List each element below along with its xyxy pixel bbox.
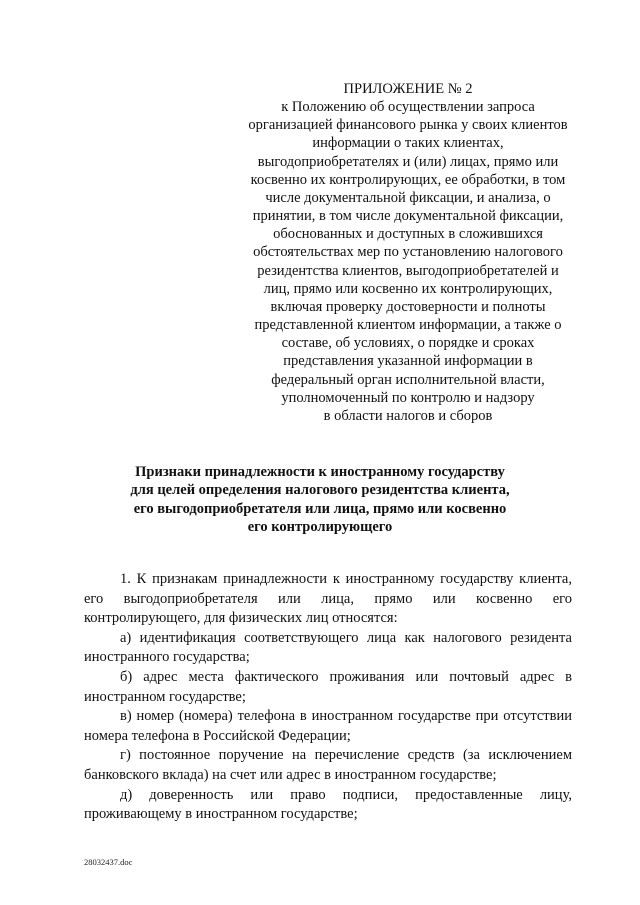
appendix-line: представления указанной информации в xyxy=(283,353,533,370)
paragraph-1: 1. К признакам принадлежности к иностранному государству клиента, его выгодоприобретателя или лица, прямо или косвенно его контролирующего, для физических лиц относятся: xyxy=(84,571,572,627)
title-line: его контролирующего xyxy=(247,518,393,535)
document-title xyxy=(90,463,550,536)
document-body xyxy=(84,570,572,825)
paragraph-g: г) постоянное поручение на перечисление средств (за исключением банковского вклада) на счет или адрес в иностранном государстве; xyxy=(84,747,572,783)
appendix-line: числе документальной фиксации, и анализа, о xyxy=(265,189,551,206)
appendix-line: в области налогов и сборов xyxy=(323,407,493,424)
title-line: Признаки принадлежности к иностранному государству xyxy=(135,464,505,480)
appendix-line: выгодоприобретателях и (или) лицах, прямо или xyxy=(257,153,559,170)
appendix-line: обстоятельствах мер по установлению налогового xyxy=(253,244,563,261)
appendix-header xyxy=(228,80,588,425)
appendix-line: принятии, в том числе документальной фиксации, xyxy=(252,208,564,225)
paragraph-v: в) номер (номера) телефона в иностранном государстве при отсутствии номера телефона в Российской Федерации; xyxy=(84,708,572,744)
paragraph-d: д) доверенность или право подписи, предоставленные лицу, проживающему в иностранном государстве; xyxy=(84,786,572,823)
appendix-line: представленной клиентом информации, а также о xyxy=(254,317,562,334)
appendix-line: включая проверку достоверности и полноты xyxy=(270,298,546,315)
appendix-line: составе, об условиях, о порядке и сроках xyxy=(281,335,535,352)
title-line: его выгодоприобретателя или лица, прямо или косвенно xyxy=(133,500,507,517)
appendix-line: лиц, прямо или косвенно их контролирующих, xyxy=(263,280,553,297)
title-line: для целей определения налогового резидентства клиента, xyxy=(130,482,510,499)
appendix-line: федеральный орган исполнительной власти, xyxy=(271,371,545,388)
appendix-line: обоснованных и доступных в сложившихся xyxy=(273,226,543,243)
appendix-line: уполномоченный по контролю и надзору xyxy=(281,389,535,406)
appendix-line: информации о таких клиентах, xyxy=(312,135,504,152)
appendix-line: к Положению об осуществлении запроса xyxy=(281,99,535,116)
appendix-line: ПРИЛОЖЕНИЕ № 2 xyxy=(343,81,473,97)
appendix-line: организацией финансового рынка у своих клиентов xyxy=(248,117,568,134)
paragraph-a: а) идентификация соответствующего лица как налогового резидента иностранного государства; xyxy=(84,629,572,666)
footer-filename: 28032437.doc xyxy=(84,857,133,867)
appendix-line: косвенно их контролирующих, ее обработки, в том xyxy=(250,171,566,188)
appendix-line: резидентства клиентов, выгодоприобретателей и xyxy=(257,262,559,279)
paragraph-b: б) адрес места фактического проживания или почтовый адрес в иностранном государстве; xyxy=(84,668,572,705)
